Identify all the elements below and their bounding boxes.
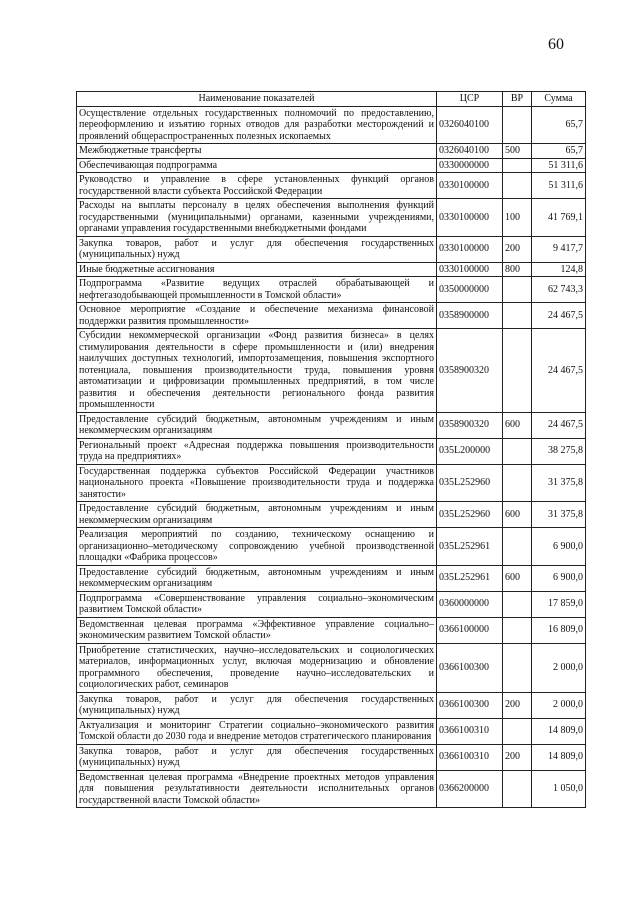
row-csr-cell: 0330100000	[437, 173, 503, 199]
row-name-cell: Иные бюджетные ассигнования	[77, 262, 437, 277]
row-vr-cell: 200	[503, 744, 532, 770]
table-row	[77, 617, 586, 643]
table-row	[77, 528, 586, 566]
table-row	[77, 502, 586, 528]
row-sum-cell: 6 900,0	[532, 565, 586, 591]
row-vr-cell	[503, 329, 532, 413]
row-vr-cell	[503, 770, 532, 808]
row-csr-cell: 035L200000	[437, 438, 503, 464]
row-csr-cell: 035L252960	[437, 502, 503, 528]
table-row	[77, 565, 586, 591]
row-sum-cell: 38 275,8	[532, 438, 586, 464]
table-body	[77, 106, 586, 808]
row-name-cell: Межбюджетные трансферты	[77, 144, 437, 159]
row-name-cell: Закупка товаров, работ и услуг для обеспечения государственных (муниципальных) нужд	[77, 744, 437, 770]
row-vr-cell: 600	[503, 502, 532, 528]
row-name-cell: Ведомственная целевая программа «Внедрение проектных методов управления для повышения результативности деятельности исполнительных органов государственной власти Томской области»	[77, 770, 437, 808]
budget-table	[76, 91, 586, 808]
row-csr-cell: 0366100310	[437, 718, 503, 744]
row-csr-cell: 0326040100	[437, 106, 503, 144]
row-sum-cell: 16 809,0	[532, 617, 586, 643]
row-vr-cell	[503, 106, 532, 144]
page-number: 60	[548, 36, 564, 53]
header-name: Наименование показателей	[77, 92, 437, 107]
row-name-cell: Обеспечивающая подпрограмма	[77, 158, 437, 173]
table-row	[77, 591, 586, 617]
row-csr-cell: 0366100310	[437, 744, 503, 770]
row-sum-cell: 62 743,3	[532, 277, 586, 303]
row-name-cell: Подпрограмма «Развитие ведущих отраслей обрабатывающей и нефтегазодобывающей промышленности в Томской области»	[77, 277, 437, 303]
row-csr-cell: 035L252960	[437, 464, 503, 502]
row-vr-cell	[503, 303, 532, 329]
row-vr-cell: 500	[503, 144, 532, 159]
row-vr-cell	[503, 591, 532, 617]
row-sum-cell: 124,8	[532, 262, 586, 277]
row-csr-cell: 0330000000	[437, 158, 503, 173]
row-csr-cell: 0330100000	[437, 236, 503, 262]
table-row	[77, 158, 586, 173]
row-vr-cell	[503, 617, 532, 643]
row-sum-cell: 65,7	[532, 144, 586, 159]
row-sum-cell: 9 417,7	[532, 236, 586, 262]
row-vr-cell: 600	[503, 412, 532, 438]
row-name-cell: Основное мероприятие «Создание и обеспечение механизма финансовой поддержки развития промышленности»	[77, 303, 437, 329]
row-csr-cell: 035L252961	[437, 565, 503, 591]
row-csr-cell: 0330100000	[437, 262, 503, 277]
row-csr-cell: 0330100000	[437, 199, 503, 237]
row-vr-cell	[503, 643, 532, 692]
row-name-cell: Предоставление субсидий бюджетным, автономным учреждениям и иным некоммерческим организациям	[77, 412, 437, 438]
row-csr-cell: 0360000000	[437, 591, 503, 617]
row-vr-cell: 600	[503, 565, 532, 591]
row-csr-cell: 0358900000	[437, 303, 503, 329]
row-vr-cell	[503, 464, 532, 502]
row-name-cell: Подпрограмма «Совершенствование управления социально–экономическим развитием Томской области»	[77, 591, 437, 617]
row-csr-cell: 0358900320	[437, 329, 503, 413]
table-row	[77, 770, 586, 808]
table-row	[77, 692, 586, 718]
row-sum-cell: 6 900,0	[532, 528, 586, 566]
row-name-cell: Государственная поддержка субъектов Российской Федерации участников национального проекта «Повышение производительности труда и поддержка занятости»	[77, 464, 437, 502]
table-row	[77, 329, 586, 413]
table-row	[77, 464, 586, 502]
row-name-cell: Ведомственная целевая программа «Эффективное управление социально–экономическим развитием Томской области»	[77, 617, 437, 643]
row-name-cell: Расходы на выплаты персоналу в целях обеспечения выполнения функций государственными (муниципальными) органами, казенными учреждениями, органами управления государственными внебюджетными фондами	[77, 199, 437, 237]
row-name-cell: Закупка товаров, работ и услуг для обеспечения государственных (муниципальных) нужд	[77, 692, 437, 718]
row-name-cell: Предоставление субсидий бюджетным, автономным учреждениям и иным некоммерческим организациям	[77, 502, 437, 528]
row-sum-cell: 1 050,0	[532, 770, 586, 808]
row-name-cell: Приобретение статистических, научно–исследовательских и социологических материалов, информационных услуг, включая модернизацию и обновление программного обеспечения, проведение научно–исследовательских и социологических работ, семинаров	[77, 643, 437, 692]
row-csr-cell: 0366100300	[437, 643, 503, 692]
row-name-cell: Реализация мероприятий по созданию, техническому оснащению и организационно–методическому сопровождению учебной производственной площадки «Фабрика процессов»	[77, 528, 437, 566]
row-csr-cell: 0366200000	[437, 770, 503, 808]
row-csr-cell: 0366100300	[437, 692, 503, 718]
row-vr-cell: 200	[503, 236, 532, 262]
table-row	[77, 236, 586, 262]
row-vr-cell	[503, 528, 532, 566]
row-sum-cell: 51 311,6	[532, 173, 586, 199]
row-name-cell: Руководство и управление в сфере установленных функций органов государственной власти субъекта Российской Федерации	[77, 173, 437, 199]
table-row	[77, 144, 586, 159]
row-sum-cell: 17 859,0	[532, 591, 586, 617]
row-csr-cell: 035L252961	[437, 528, 503, 566]
row-vr-cell	[503, 718, 532, 744]
row-sum-cell: 24 467,5	[532, 329, 586, 413]
table-row	[77, 718, 586, 744]
header-vr: ВР	[503, 92, 532, 107]
table-row	[77, 412, 586, 438]
table-row	[77, 262, 586, 277]
row-sum-cell: 24 467,5	[532, 412, 586, 438]
row-name-cell: Актуализация и мониторинг Стратегии социально–экономического развития Томской области до 2030 года и внедрение методов стратегического планирования	[77, 718, 437, 744]
row-vr-cell	[503, 277, 532, 303]
row-vr-cell	[503, 158, 532, 173]
table-row	[77, 438, 586, 464]
row-csr-cell: 0358900320	[437, 412, 503, 438]
row-sum-cell: 24 467,5	[532, 303, 586, 329]
header-sum: Сумма	[532, 92, 586, 107]
row-sum-cell: 65,7	[532, 106, 586, 144]
row-sum-cell: 14 809,0	[532, 718, 586, 744]
table-row	[77, 303, 586, 329]
row-sum-cell: 2 000,0	[532, 643, 586, 692]
table-row	[77, 277, 586, 303]
row-name-cell: Предоставление субсидий бюджетным, автономным учреждениям и иным некоммерческим организациям	[77, 565, 437, 591]
row-vr-cell	[503, 438, 532, 464]
row-csr-cell: 0326040100	[437, 144, 503, 159]
row-name-cell: Региональный проект «Адресная поддержка повышения производительности труда на предприятиях»	[77, 438, 437, 464]
row-csr-cell: 0350000000	[437, 277, 503, 303]
row-sum-cell: 2 000,0	[532, 692, 586, 718]
row-sum-cell: 31 375,8	[532, 502, 586, 528]
row-vr-cell: 800	[503, 262, 532, 277]
row-name-cell: Субсидии некоммерческой организации «Фонд развития бизнеса» в целях стимулирования деятельности в сфере промышленности и (или) внедрения наилучших доступных технологий, импортозамещения, повышения экспортного потенциала, повышения производительности труда, повышения уровня автоматизации и цифровизации промышленных предприятий, в том числе развития и обеспечения деятельности регионального фонда развития промышленности	[77, 329, 437, 413]
row-vr-cell	[503, 173, 532, 199]
table-row	[77, 643, 586, 692]
row-name-cell: Осуществление отдельных государственных полномочий по предоставлению, переоформлению и изъятию горных отводов для разработки месторождений и проявлений общераспространенных полезных ископаемых	[77, 106, 437, 144]
table-row	[77, 106, 586, 144]
row-vr-cell: 100	[503, 199, 532, 237]
row-sum-cell: 51 311,6	[532, 158, 586, 173]
row-vr-cell: 200	[503, 692, 532, 718]
row-sum-cell: 41 769,1	[532, 199, 586, 237]
row-sum-cell: 14 809,0	[532, 744, 586, 770]
table-row	[77, 199, 586, 237]
row-sum-cell: 31 375,8	[532, 464, 586, 502]
row-name-cell: Закупка товаров, работ и услуг для обеспечения государственных (муниципальных) нужд	[77, 236, 437, 262]
table-header-row	[77, 92, 586, 107]
table-row	[77, 744, 586, 770]
header-csr: ЦСР	[437, 92, 503, 107]
row-csr-cell: 0366100000	[437, 617, 503, 643]
table-row	[77, 173, 586, 199]
